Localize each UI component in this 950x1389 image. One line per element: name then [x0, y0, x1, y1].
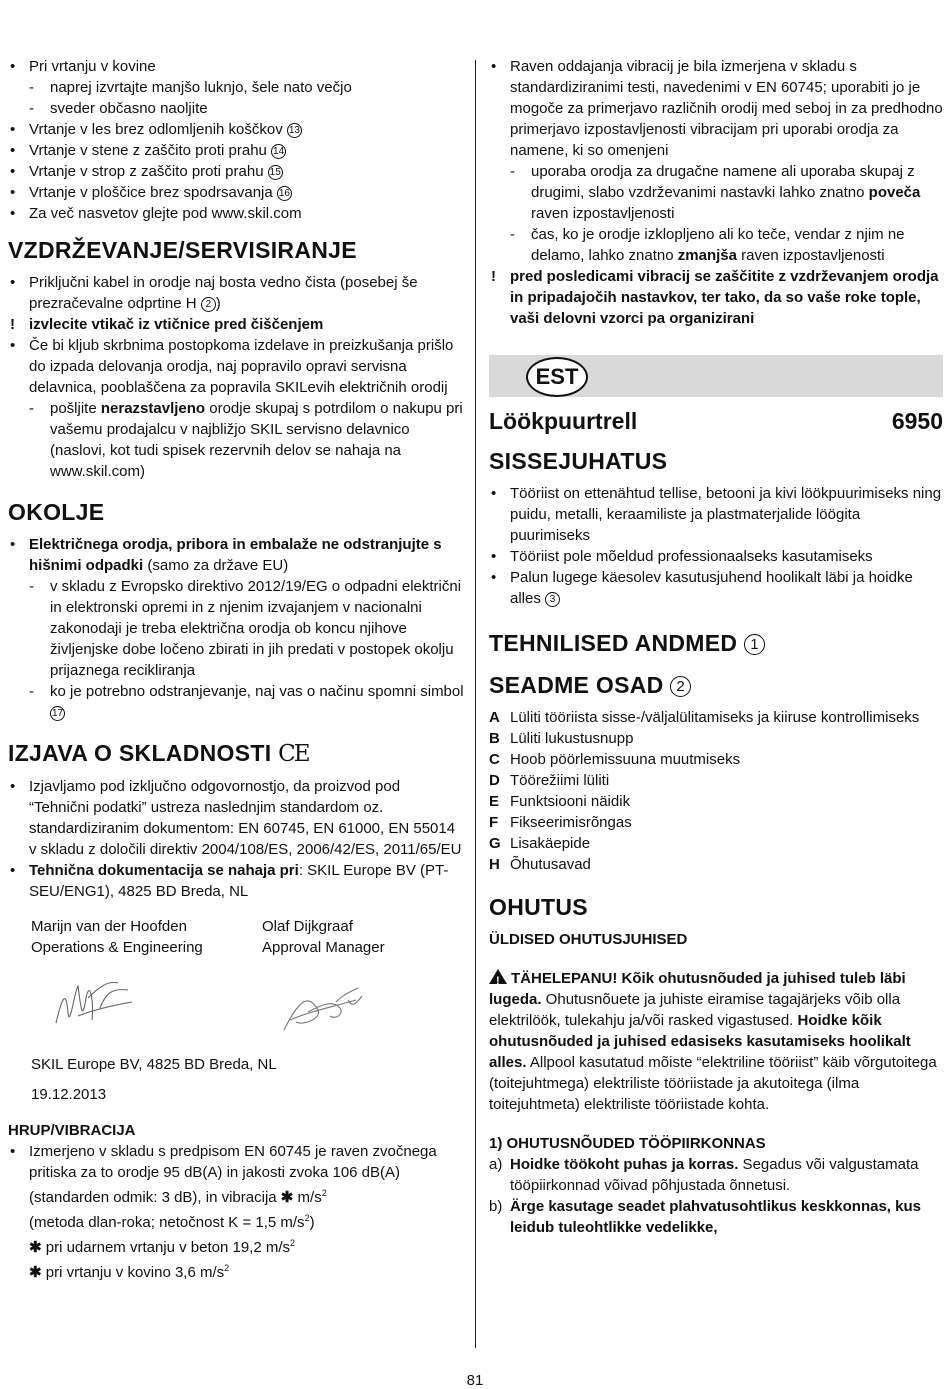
- general-safety-subheading: ÜLDISED OHUTUSJUHISED: [489, 931, 688, 948]
- part-item: E Funktsiooni näidik: [489, 793, 631, 810]
- parts-heading: SEADME OSAD 2: [489, 671, 943, 699]
- figure-ref: 2: [201, 297, 216, 312]
- list-item: • Izmerjeno v skladu s predpisom EN 60745 je raven zvočnega pritiska za to orodje 95 dB(A) in jakosti zvoka 106 dB(A) (standarden odmik: 3 dB), in vibracija ✱ $m/s^2$ (metoda dlan-roka; netočnost K = 1,5 $m/s^2$) ✱ pri udarnem vrtanju v beton 19,2 $m/s^2$ ✱ pri vrtanju v kovino 3,6 $m/s^2$: [8, 1141, 464, 1283]
- list-item: • Vrtanje v strop z zaščito proti prahu 15: [8, 161, 464, 182]
- list-item: - uporaba orodja za drugačne namene ali uporaba skupaj z drugimi, slabo vzdrževanimi nastavki lahko znatno poveča raven izpostavljenosti: [489, 161, 943, 224]
- product-title-row: [489, 407, 943, 435]
- introduction-heading: SISSEJUHATUS: [489, 448, 668, 474]
- list-item: - naprej izvrtajte manjšo luknjo, šele nato večjo: [8, 77, 464, 98]
- part-item: A Lüliti tööriista sisse-/väljalülitamiseks ja kiiruse kontrollimiseks: [489, 709, 920, 726]
- figure-ref: 3: [545, 592, 560, 607]
- list-item: • Tööriist pole mõeldud professionaalseks kasutamiseks: [489, 546, 943, 567]
- left-column: [8, 56, 464, 1283]
- list-item: • Vrtanje v ploščice brez spodrsavanja 16: [8, 182, 464, 203]
- company-address: SKIL Europe BV, 4825 BD Breda, NL: [31, 1056, 277, 1073]
- asterisk-icon: ✱: [280, 1189, 294, 1206]
- warning-item: ! pred posledicami vibracij se zaščitite z vzdrževanjem orodja in pripadajočih nastavkov, ter tako, da so vaše roke tople, vaši delovni vzorci pa organizirani: [489, 266, 943, 329]
- signature-block: [8, 916, 464, 1106]
- language-band: [489, 355, 943, 397]
- page-number: 81: [466, 1372, 484, 1389]
- figure-ref: 17: [51, 708, 64, 719]
- part-item: F Fikseerimisrõngas: [489, 814, 632, 831]
- safety-heading: OHUTUS: [489, 894, 588, 920]
- list-item: • Za več nasvetov glejte pod www.skil.com: [8, 203, 464, 224]
- signatory-1: [31, 916, 203, 958]
- figure-ref: 14: [273, 146, 285, 157]
- safety-warning-paragraph: ! TÄHELEPANU! Kõik ohutusnõuded ja juhised tuleb läbi lugeda. Ohutusnõuete ja juhiste eiramise tagajärjeks võib olla elektrilöök, tulekahju ja/või rasked vigastused. Hoidke kõik ohutusnõuded ja juhised edasiseks kasutamiseks hoolikalt alles. Allpool kasutatud mõiste “elektriline tööriist” käib võrgutoitega (toitejuhtmega) elektriliste tööriistade ja akutoitega (ilma toitejuhtmeta) elektriliste tööriistade kohta.: [489, 970, 937, 1113]
- part-item: C Hoob pöörlemissuuna muutmiseks: [489, 751, 741, 768]
- environment-heading: OKOLJE: [8, 499, 105, 525]
- list-item: • Priključni kabel in orodje naj bosta vedno čista (posebej še prezračevalne odprtine H 2 ): [8, 272, 464, 314]
- list-item: - v skladu z Evropsko direktivo 2012/19/EG o odpadni električni in elektronski opremi in z njenim izvajanjem v nacionalni zakonodaji je treba električna orodja ob koncu njihove življenjske dobe ločeno zbirati in jih predati v postopek okolju prijaznega recikliranja: [8, 576, 464, 681]
- asterisk-icon: ✱: [29, 1264, 42, 1281]
- declaration-date: 19.12.2013: [31, 1086, 107, 1103]
- column-divider: [475, 60, 476, 1348]
- part-item: H Õhutusavad: [489, 856, 591, 873]
- figure-ref: 15: [269, 167, 281, 178]
- list-item: • Vrtanje v stene z zaščito proti prahu 14: [8, 140, 464, 161]
- warning-item: ! izvlecite vtikač iz vtičnice pred čiščenjem: [8, 314, 464, 335]
- figure-ref: 1: [744, 634, 765, 655]
- signatory-name: Olaf Dijkgraaf: [262, 918, 353, 935]
- safety-item: a) Hoidke töökoht puhas ja korras. Segadus või valgustamata tööpiirkonnad võivad põhjustada õnnetusi.: [489, 1156, 919, 1194]
- language-badge: EST: [526, 357, 588, 397]
- conformity-heading: IZJAVA O SKLADNOSTI CE: [8, 740, 309, 767]
- list-item: - sveder občasno naoljite: [8, 98, 464, 119]
- signature-2-image: [278, 982, 368, 1038]
- list-item: • Pri vrtanju v kovine: [8, 56, 464, 77]
- list-item: - pošljite nerazstavljeno orodje skupaj s potrdilom o nakupu pri vašemu prodajalcu v najbližjo SKIL servisno delavnico (naslovi, kot tudi spisek rezervnih delov se nahaja na www.skil.com): [8, 398, 464, 482]
- list-item: • Tööriist on ettenähtud tellise, betooni ja kivi löökpuurimiseks ning puidu, metalli, keraamiliste ja plastmaterjalide löögita puurimiseks: [489, 483, 943, 546]
- figure-ref: 13: [288, 125, 300, 136]
- warning-triangle-icon: !: [489, 969, 507, 984]
- figure-ref: 2: [670, 676, 691, 697]
- list-item: • Raven oddajanja vibracij je bila izmerjena v skladu s standardiziranimi testi, navedenimi v EN 60745; uporabiti jo je mogoče za primerjavo različnih orodij med seboj in za predhodno primerjavo izpostavljenosti vibracijam pri uporabi orodja za namene, ki so omenjeni: [489, 56, 943, 161]
- signatory-2: [262, 916, 385, 958]
- maintenance-heading: VZDRŽEVANJE/SERVISIRANJE: [8, 237, 357, 263]
- signatory-role: Approval Manager: [262, 939, 385, 956]
- product-model: 6950: [891, 408, 943, 434]
- part-item: G Lisakäepide: [489, 835, 591, 852]
- ce-mark-icon: CE: [278, 741, 309, 767]
- part-item: B Lüliti lukustusnupp: [489, 730, 634, 747]
- list-item: • Tehnična dokumentacija se nahaja pri: SKIL Europe BV (PT-SEU/ENG1), 4825 BD Breda, NL: [8, 860, 464, 902]
- list-item: - ko je potrebno odstranjevanje, naj vas o načinu spomni simbol 17: [8, 681, 464, 723]
- list-item: • Električnega orodja, pribora in embalaže ne odstranjujte s hišnimi odpadki (samo za države EU): [8, 534, 464, 576]
- signature-1-image: [48, 968, 138, 1038]
- safety-item: b) Ärge kasutage seadet plahvatusohtlikus keskkonnas, kus leidub tuleohtlikke vedelikke,: [489, 1198, 921, 1236]
- noise-heading: HRUP/VIBRACIJA: [8, 1122, 136, 1139]
- list-item: • Izjavljamo pod izključno odgovornostjo, da proizvod pod “Tehnični podatki” ustreza naslednjim standardom oz. standardiziranim dokumentom: EN 60745, EN 61000, EN 55014 v skladu z določili direktiv 2004/108/ES, 2006/42/ES, 2011/65/EU: [8, 776, 464, 860]
- right-column: [489, 56, 943, 1238]
- signatory-name: Marijn van der Hoofden: [31, 918, 187, 935]
- part-item: D Töörežiimi lüliti: [489, 772, 610, 789]
- signatory-role: Operations & Engineering: [31, 939, 203, 956]
- work-area-subheading: 1) OHUTUSNÕUDED TÖÖPIIRKONNAS: [489, 1135, 766, 1152]
- list-item: • Če bi kljub skrbnima postopkoma izdelave in preizkušanja prišlo do izpada delovanja orodja, naj popravilo opravi servisna delavnica, pooblaščena za popravila SKILevih električnih orodij: [8, 335, 464, 398]
- asterisk-icon: ✱: [29, 1239, 42, 1256]
- technical-data-heading: TEHNILISED ANDMED 1: [489, 629, 943, 657]
- figure-ref: 16: [278, 188, 290, 199]
- list-item: - čas, ko je orodje izklopljeno ali ko teče, vendar z njim ne delamo, lahko znatno zmanjša raven izpostavljenosti: [489, 224, 943, 266]
- product-title: Löökpuurtrell: [489, 408, 638, 434]
- list-item: • Vrtanje v les brez odlomljenih koščkov 13: [8, 119, 464, 140]
- list-item: • Palun lugege käesolev kasutusjuhend hoolikalt läbi ja hoidke alles 3: [489, 567, 943, 609]
